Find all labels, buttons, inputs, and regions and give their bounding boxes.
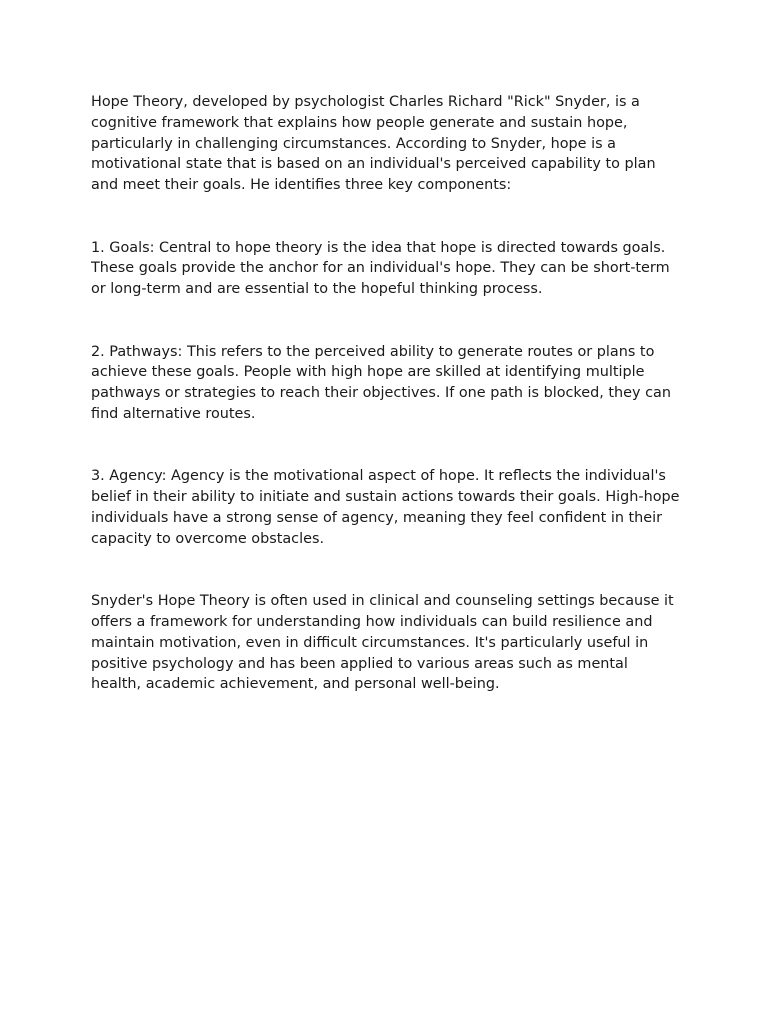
goals-paragraph: 1. Goals: Central to hope theory is the idea that hope is directed towards goals. These goals provide the anchor for an individual's hope. They can be short-term or long-term and are essential to the hopeful thinking process. [91, 239, 670, 298]
conclusion-paragraph: Snyder's Hope Theory is often used in clinical and counseling settings because it offers a framework for understanding how individuals can build resilience and maintain motivation, even in difficult circumstances. It's particularly useful in positive psychology and has been applied to various areas such as mental health, academic achievement, and personal well-being. [91, 593, 674, 693]
pathways-paragraph: 2. Pathways: This refers to the perceived ability to generate routes or plans to achieve these goals. People with high hope are skilled at identifying multiple pathways or strategies to reach their objectives. If one path is blocked, they can find alternative routes. [91, 343, 671, 422]
agency-paragraph: 3. Agency: Agency is the motivational aspect of hope. It reflects the individual's belief in their ability to initiate and sustain actions towards their goals. High-hope individuals have a strong sense of agency, meaning they feel confident in their capacity to overcome obstacles. [91, 468, 680, 547]
document-body [91, 92, 681, 695]
intro-paragraph: Hope Theory, developed by psychologist Charles Richard "Rick" Snyder, is a cognitive framework that explains how people generate and sustain hope, particularly in challenging circumstances. According to Snyder, hope is a motivational state that is based on an individual's perceived capability to plan and meet their goals. He identifies three key components: [91, 94, 656, 194]
